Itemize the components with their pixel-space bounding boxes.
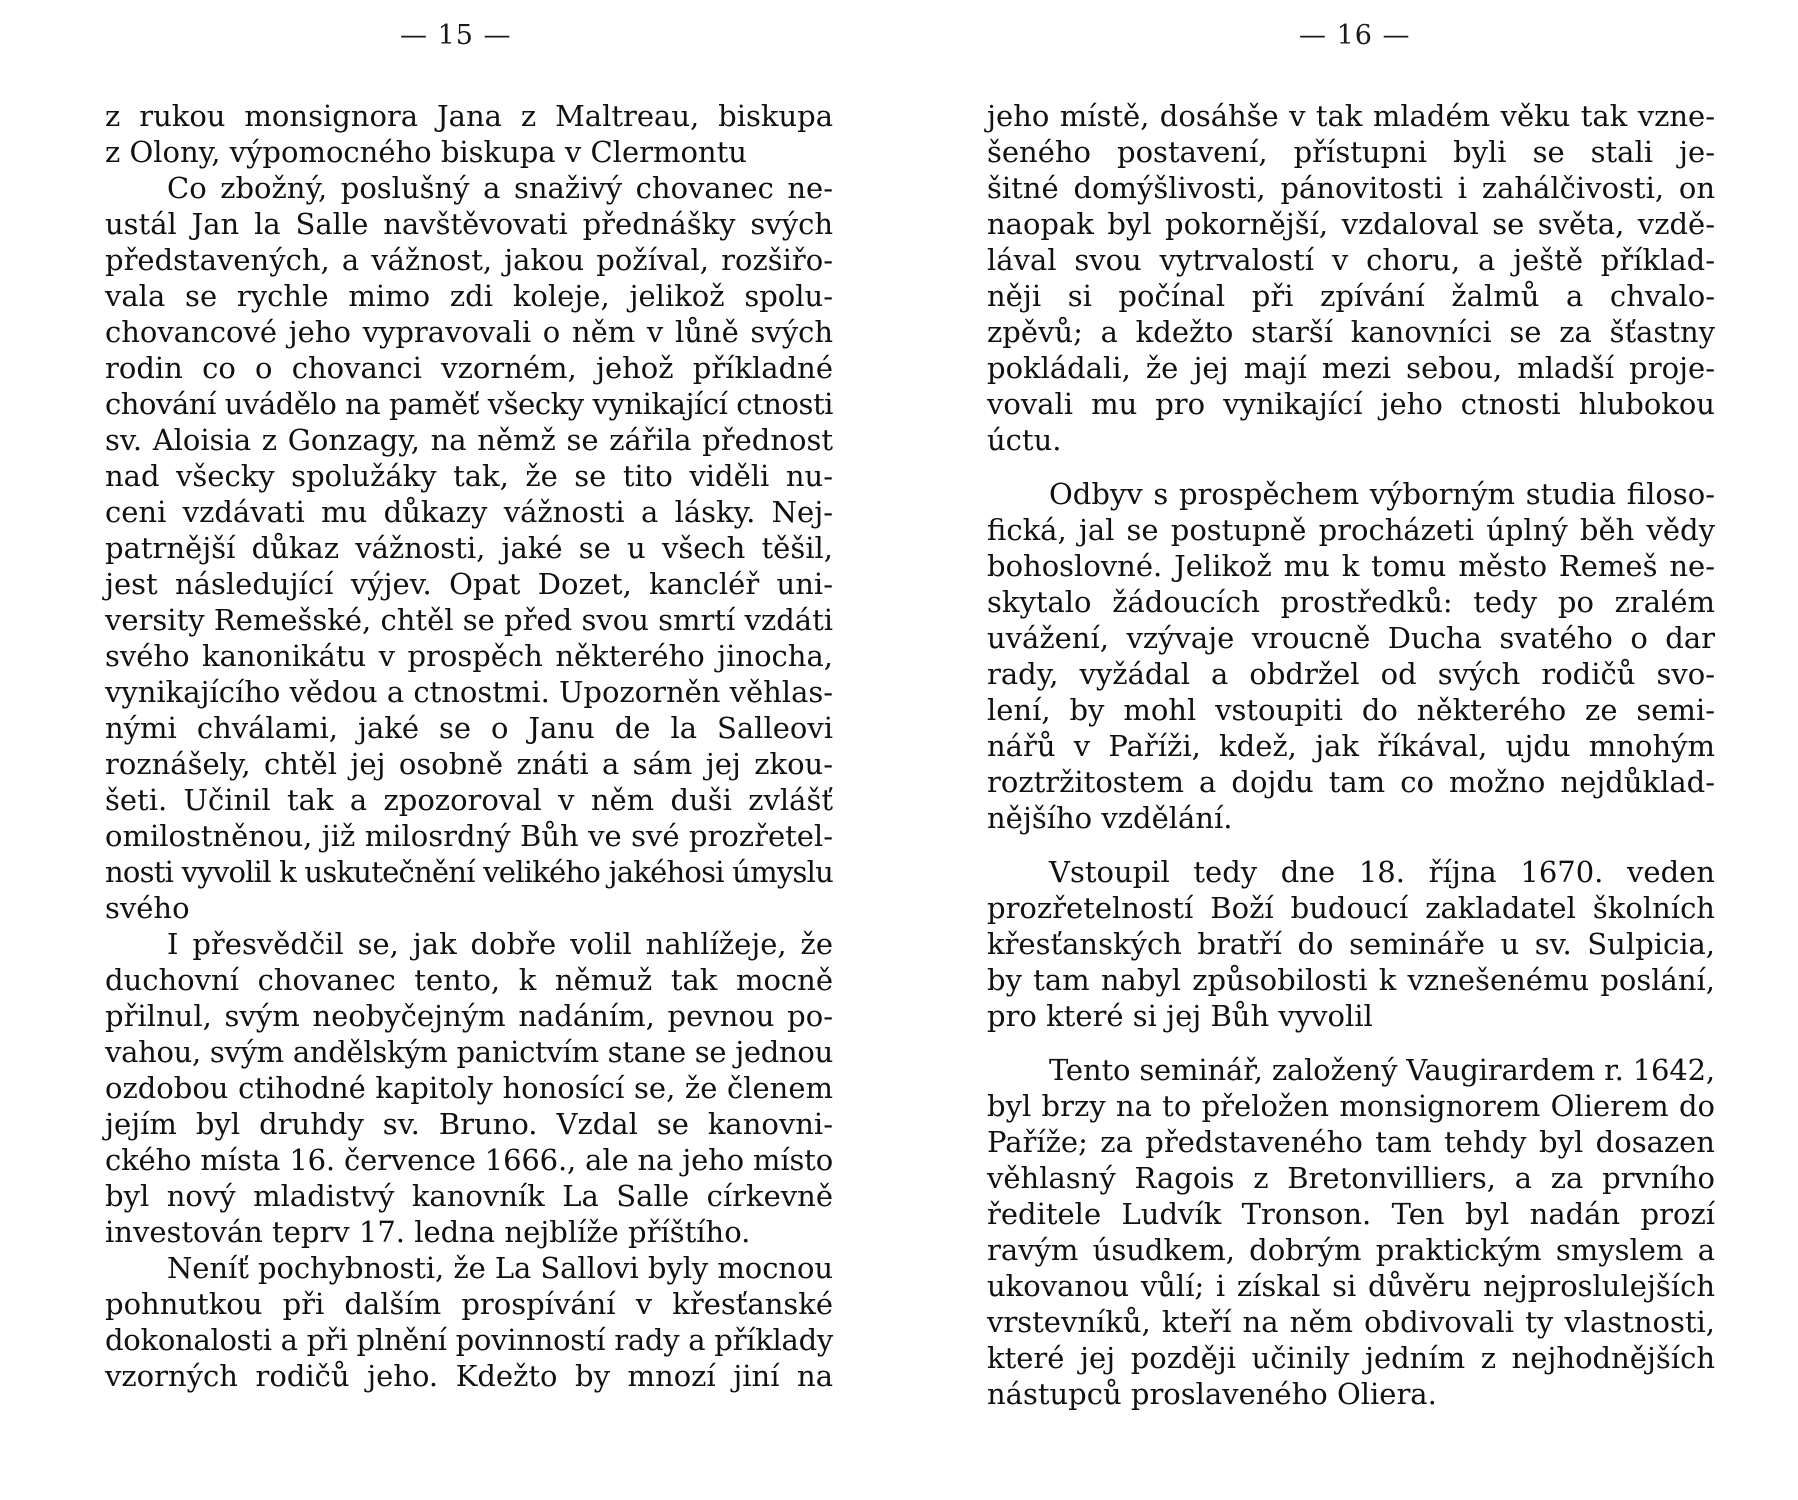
text-line: uvážení, vzývaje vroucně Ducha svatého o dar — [987, 621, 1715, 655]
text-line: prozřetelností Boží budoucí zakladatel školních — [987, 891, 1715, 925]
text-line: omilostněnou, již milosrdný Bůh ve své prozřetel- — [105, 819, 833, 853]
text-line: lení, by mohl vstoupiti do některého ze semi- — [987, 693, 1715, 727]
text-line: nad všecky spolužáky tak, že se tito viděli nu- — [105, 459, 833, 493]
text-line: Neníť pochybnosti, že La Sallovi byly mocnou — [167, 1251, 833, 1285]
text-line: dokonalosti a při plnění povinností rady a příklady — [105, 1323, 833, 1357]
text-line: ozdobou ctihodné kapitoly honosící se, že členem — [105, 1071, 833, 1105]
text-line: naopak byl pokornější, vzdaloval se světa, vzdě- — [987, 207, 1715, 241]
page-number: — 15 — — [400, 20, 512, 51]
text-line: ředitele Ludvík Tronson. Ten byl nadán prozí — [987, 1197, 1715, 1231]
text-line: svého — [105, 891, 190, 925]
text-line: křesťanských bratří do semináře u sv. Sulpicia, — [987, 927, 1715, 961]
text-line: ukovanou vůlí; i získal si důvěru nejproslulejších — [987, 1269, 1715, 1303]
text-line: nosti vyvolil k uskutečnění velikého jakéhosi úmyslu — [105, 855, 834, 889]
text-line: pohnutkou při dalším prospívání v křesťanské — [105, 1287, 833, 1321]
text-line: rady, vyžádal a obdržel od svých rodičů svo- — [987, 657, 1715, 691]
text-line: něji si počínal při zpívání žalmů a chvalo- — [987, 279, 1715, 313]
text-line: vzorných rodičů jeho. Kdežto by mnozí jiní na — [105, 1359, 833, 1393]
text-line: rodin co o chovanci vzorném, jehož příkladné — [105, 351, 833, 385]
text-line: versity Remešské, chtěl se před svou smrtí vzdáti — [105, 603, 833, 637]
text-line: šeného postavení, přístupni byli se stali je- — [987, 135, 1715, 169]
text-line: ckého místa 16. července 1666., ale na jeho místo — [105, 1143, 833, 1177]
text-line: jejím byl druhdy sv. Bruno. Vzdal se kanovni- — [105, 1107, 833, 1141]
text-line: které jej později učinily jedním z nejhodnějších — [987, 1341, 1715, 1375]
text-line: Odbyv s prospěchem výborným studia filoso- — [1049, 477, 1715, 511]
text-line: byl nový mladistvý kanovník La Salle církevně — [105, 1179, 833, 1213]
text-line: sv. Aloisia z Gonzagy, na němž se zářila přednost — [105, 423, 833, 457]
text-line: jest následující výjev. Opat Dozet, kancléř uni- — [105, 567, 833, 601]
text-line: svého kanonikátu v prospěch některého jinocha, — [105, 639, 833, 673]
text-line: šeti. Učinil tak a zpozoroval v něm duši zvlášť — [105, 783, 833, 817]
paragraph-gap — [987, 836, 1715, 854]
text-line: věhlasný Ragois z Bretonvilliers, a za prvního — [987, 1161, 1715, 1195]
text-line: Co zbožný, poslušný a snaživý chovanec ne- — [167, 171, 833, 205]
right-page — [899, 0, 1798, 1500]
text-line: přilnul, svým neobyčejným nadáním, pevnou po- — [105, 999, 833, 1033]
text-line: patrnější důkaz vážnosti, jaké se u všech těšil, — [105, 531, 833, 565]
text-line: jeho místě, dosáhše v tak mladém věku tak vzne- — [987, 99, 1715, 133]
text-line: zpěvů; a kdežto starší kanovníci se za šťastny — [987, 315, 1715, 349]
text-line: chovancové jeho vypravovali o něm v lůně svých — [105, 315, 833, 349]
text-line: z rukou monsignora Jana z Maltreau, biskupa — [105, 99, 833, 133]
text-line: z Olony, výpomocného biskupa v Clermontu — [105, 135, 747, 169]
text-line: úctu. — [987, 423, 1062, 457]
text-line: skytalo žádoucích prostředků: tedy po zralém — [987, 585, 1715, 619]
text-line: šitné domýšlivosti, pánovitosti i zahálčivosti, on — [987, 171, 1715, 205]
text-line: pro které si jej Bůh vyvolil — [987, 999, 1373, 1033]
text-line: Paříže; za představeného tam tehdy byl dosazen — [987, 1125, 1715, 1159]
text-line: investován teprv 17. ledna nejblíže příštího. — [105, 1215, 751, 1249]
text-line: I přesvědčil se, jak dobře volil nahlížeje, že — [167, 927, 833, 961]
body-text — [987, 98, 1715, 1412]
text-line: vynikajícího vědou a ctnostmi. Upozorněn věhlas- — [105, 675, 833, 709]
text-line: nějšího vzdělání. — [987, 801, 1233, 835]
text-line: pokládali, že jej mají mezi sebou, mladší proje- — [987, 351, 1715, 385]
text-line: nými chválami, jaké se o Janu de la Salleovi — [105, 711, 833, 745]
text-line: roznášely, chtěl jej osobně znáti a sám jej zkou- — [105, 747, 833, 781]
text-line: ravým úsudkem, dobrým praktickým smyslem a — [987, 1233, 1715, 1267]
text-line: roztržitostem a dojdu tam co možno nejdůklad- — [987, 765, 1715, 799]
text-line: Vstoupil tedy dne 18. října 1670. veden — [1049, 855, 1715, 889]
text-line: bohoslovné. Jelikož mu k tomu město Remeš ne- — [987, 549, 1715, 583]
text-line: vahou, svým andělským panictvím stane se jednou — [105, 1035, 833, 1069]
text-line: fická, jal se postupně procházeti úplný běh vědy — [987, 513, 1715, 547]
text-line: nářů v Paříži, kdež, jak říkával, ujdu mnohým — [987, 729, 1715, 763]
text-line: vrstevníků, kteří na něm obdivovali ty vlastnosti, — [987, 1305, 1715, 1339]
text-line: vovali mu pro vynikající jeho ctnosti hlubokou — [987, 387, 1715, 421]
text-line: představených, a vážnost, jakou požíval, rozšiřo- — [105, 243, 833, 277]
body-text — [105, 98, 833, 1394]
text-line: chování uvádělo na paměť všecky vynikající ctnosti — [105, 387, 833, 421]
text-line: nástupců proslaveného Oliera. — [987, 1377, 1437, 1411]
text-line: byl brzy na to přeložen monsignorem Olierem do — [987, 1089, 1715, 1123]
text-line: ceni vzdávati mu důkazy vážnosti a lásky. Nej- — [105, 495, 833, 529]
text-line: by tam nabyl způsobilosti k vznešenému poslání, — [987, 963, 1715, 997]
paragraph-gap — [987, 1034, 1715, 1052]
text-line: Tento seminář, založený Vaugirardem r. 1642, — [1049, 1053, 1715, 1087]
page-number: — 16 — — [1299, 20, 1411, 51]
paragraph-gap — [987, 458, 1715, 476]
text-line: vala se rychle mimo zdi koleje, jelikož spolu- — [105, 279, 833, 313]
text-line: lával svou vytrvalostí v choru, a ještě příklad- — [987, 243, 1715, 277]
text-line: ustál Jan la Salle navštěvovati přednášky svých — [105, 207, 833, 241]
text-line: duchovní chovanec tento, k němuž tak mocně — [105, 963, 833, 997]
